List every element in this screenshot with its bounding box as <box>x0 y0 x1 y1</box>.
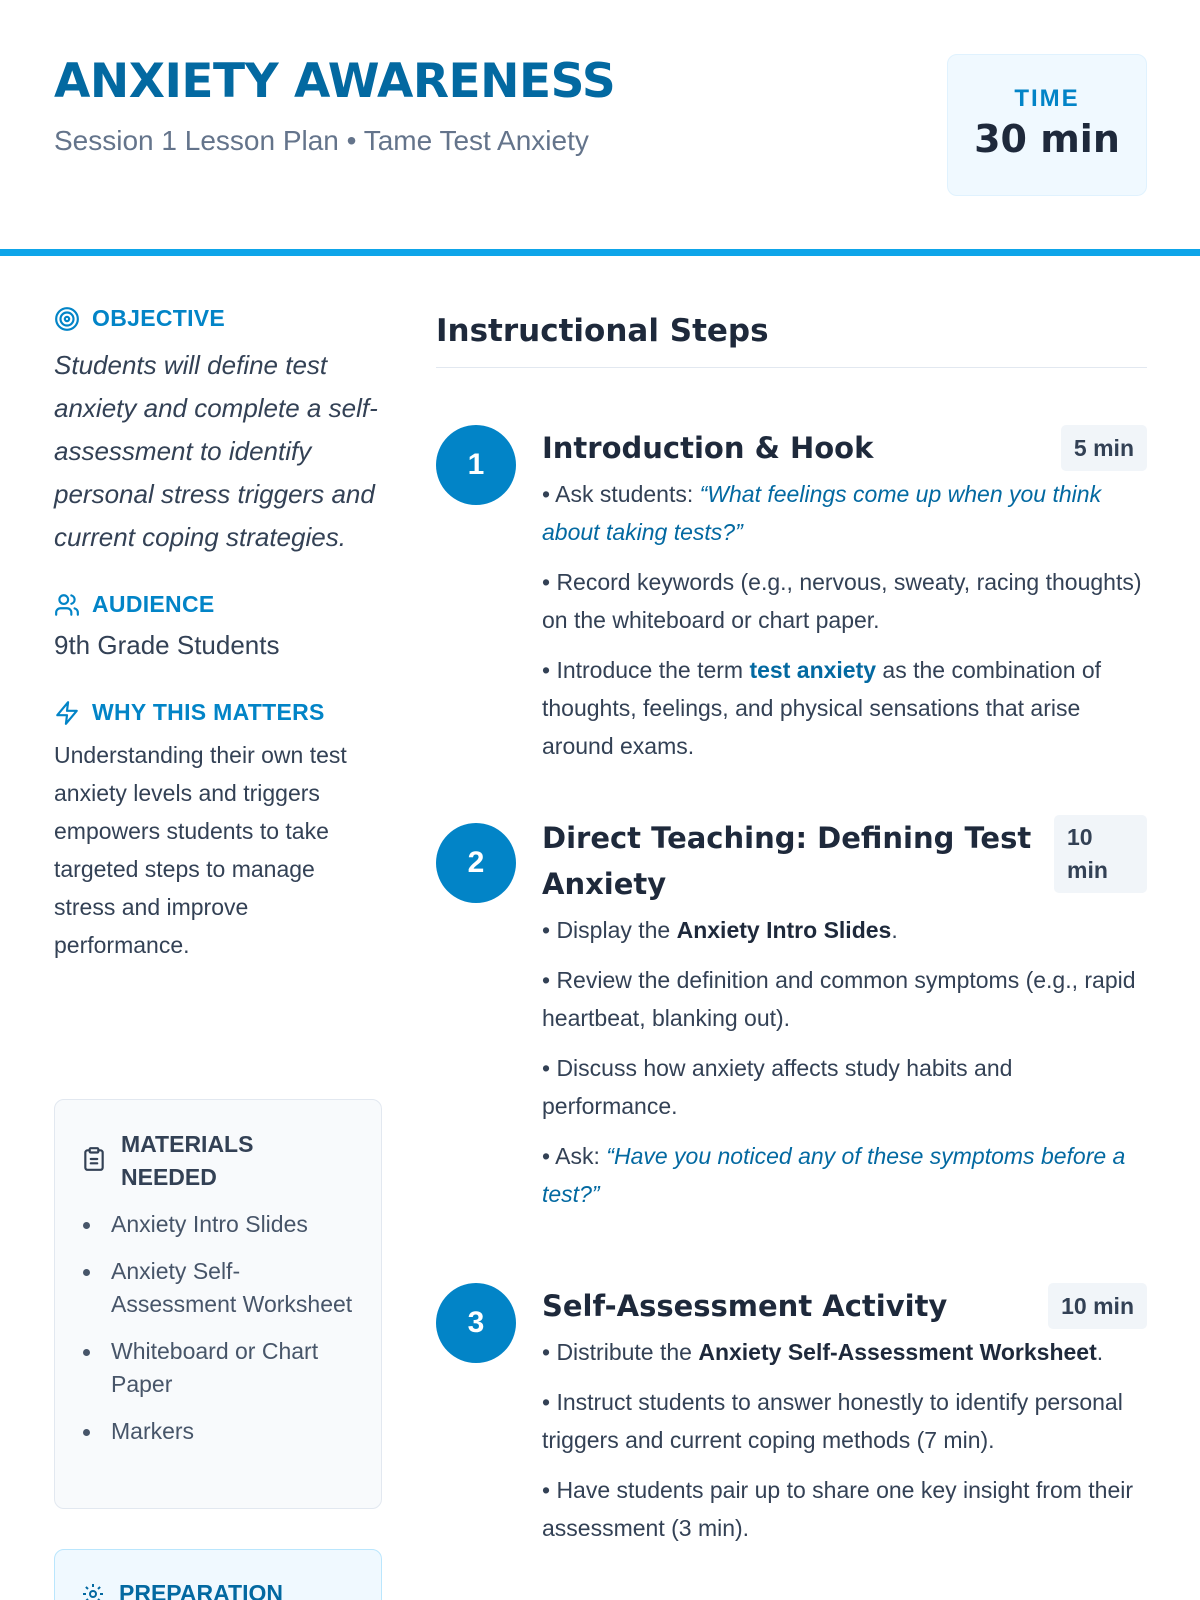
preparation-label: PREPARATION <box>119 1580 283 1600</box>
step-bullet <box>542 1333 1147 1371</box>
bullet-text: . <box>891 917 898 943</box>
materials-label: MATERIALS NEEDED <box>121 1131 254 1190</box>
materials-list <box>81 1208 355 1448</box>
bullet-text: . <box>1096 1339 1104 1365</box>
objective-heading <box>54 305 382 332</box>
step-number: 1 <box>436 425 516 505</box>
bullet-text: • Display the <box>542 917 677 943</box>
clipboard-icon <box>81 1146 107 1172</box>
step-body <box>542 1283 1147 1547</box>
step-bullet: • Record keywords (e.g., nervous, sweaty, racing thoughts) on the whiteboard or chart paper. <box>542 569 1142 633</box>
list-item: Markers <box>81 1415 355 1448</box>
material-name: Anxiety Self-Assessment Worksheet <box>698 1339 1097 1365</box>
list-item: Anxiety Intro Slides <box>81 1208 355 1241</box>
page-subtitle: Session 1 Lesson Plan • Tame Test Anxiety <box>54 125 589 156</box>
page-title: ANXIETY AWARENESS <box>54 54 616 109</box>
instructional-steps-header <box>436 313 1147 368</box>
audience-heading <box>54 591 382 618</box>
step-bullet <box>542 911 1147 949</box>
sidebar <box>54 305 382 964</box>
step-header <box>542 1283 1147 1329</box>
material-name: Anxiety Intro Slides <box>676 917 892 943</box>
step-header <box>542 815 1147 907</box>
materials-card <box>54 1099 382 1509</box>
audience-text: 9th Grade Students <box>54 630 280 660</box>
step-bullet <box>542 651 1147 765</box>
step-bullet: • Have students pair up to share one key insight from their assessment (3 min). <box>542 1477 1134 1541</box>
step-title: Introduction & Hook <box>542 431 874 465</box>
target-icon <box>54 306 80 332</box>
section-title: Instructional Steps <box>436 313 769 349</box>
step-header <box>542 425 1147 471</box>
objective-label: OBJECTIVE <box>92 305 226 331</box>
step-bullet: • Discuss how anxiety affects study habits and performance. <box>542 1055 1013 1119</box>
bullet-text: • Distribute the <box>542 1339 699 1365</box>
list-item: Whiteboard or Chart Paper <box>81 1335 355 1401</box>
duration-badge: 5 min <box>1061 425 1147 471</box>
preparation-card <box>54 1549 382 1600</box>
step-number: 3 <box>436 1283 516 1363</box>
page-header <box>0 0 1200 257</box>
section-divider <box>436 367 1147 368</box>
prompt-quote: “Have you noticed any of these symptoms before a test?” <box>542 1143 1126 1207</box>
list-item: Anxiety Self-Assessment Worksheet <box>81 1255 355 1321</box>
prompt-quote: “What feelings come up when you think about taking tests?” <box>542 481 1102 545</box>
bullet-text: as the combination of thoughts, feelings, and physical sensations that arise around exams. <box>542 657 1102 759</box>
audience-label: AUDIENCE <box>92 591 215 617</box>
header-divider <box>0 249 1200 256</box>
why-text: Understanding their own test anxiety levels and triggers empowers students to take targeted steps to manage stress and improve performance. <box>54 742 347 958</box>
objective-text: Students will define test anxiety and complete a self-assessment to identify personal stress triggers and current coping strategies. <box>54 350 378 552</box>
step-body <box>542 425 1147 765</box>
gear-icon <box>81 1582 105 1600</box>
time-value: 30 min <box>974 117 1120 161</box>
materials-heading <box>81 1128 355 1194</box>
lightning-icon <box>54 700 80 726</box>
step-bullet: • Instruct students to answer honestly to identify personal triggers and current coping methods (7 min). <box>542 1389 1123 1453</box>
duration-badge: 10 min <box>1054 815 1147 893</box>
step-title: Direct Teaching: Defining Test Anxiety <box>542 821 1032 901</box>
step-bullet <box>542 475 1147 551</box>
bullet-text: • Ask: <box>542 1143 607 1169</box>
step-bullet <box>542 1137 1147 1213</box>
why-heading <box>54 699 382 726</box>
preparation-heading <box>81 1580 355 1600</box>
users-icon <box>54 592 80 618</box>
step-title: Self-Assessment Activity <box>542 1289 948 1323</box>
key-term: test anxiety <box>749 657 877 683</box>
bullet-text: • Introduce the term <box>542 657 750 683</box>
why-label: WHY THIS MATTERS <box>92 699 325 725</box>
duration-badge: 10 min <box>1048 1283 1147 1329</box>
time-label: TIME <box>1014 85 1080 112</box>
time-box <box>947 54 1147 196</box>
step-bullet: • Review the definition and common symptoms (e.g., rapid heartbeat, blanking out). <box>542 967 1136 1031</box>
bullet-text: • Ask students: <box>542 481 700 507</box>
step-body <box>542 815 1147 1213</box>
step-number: 2 <box>436 823 516 903</box>
